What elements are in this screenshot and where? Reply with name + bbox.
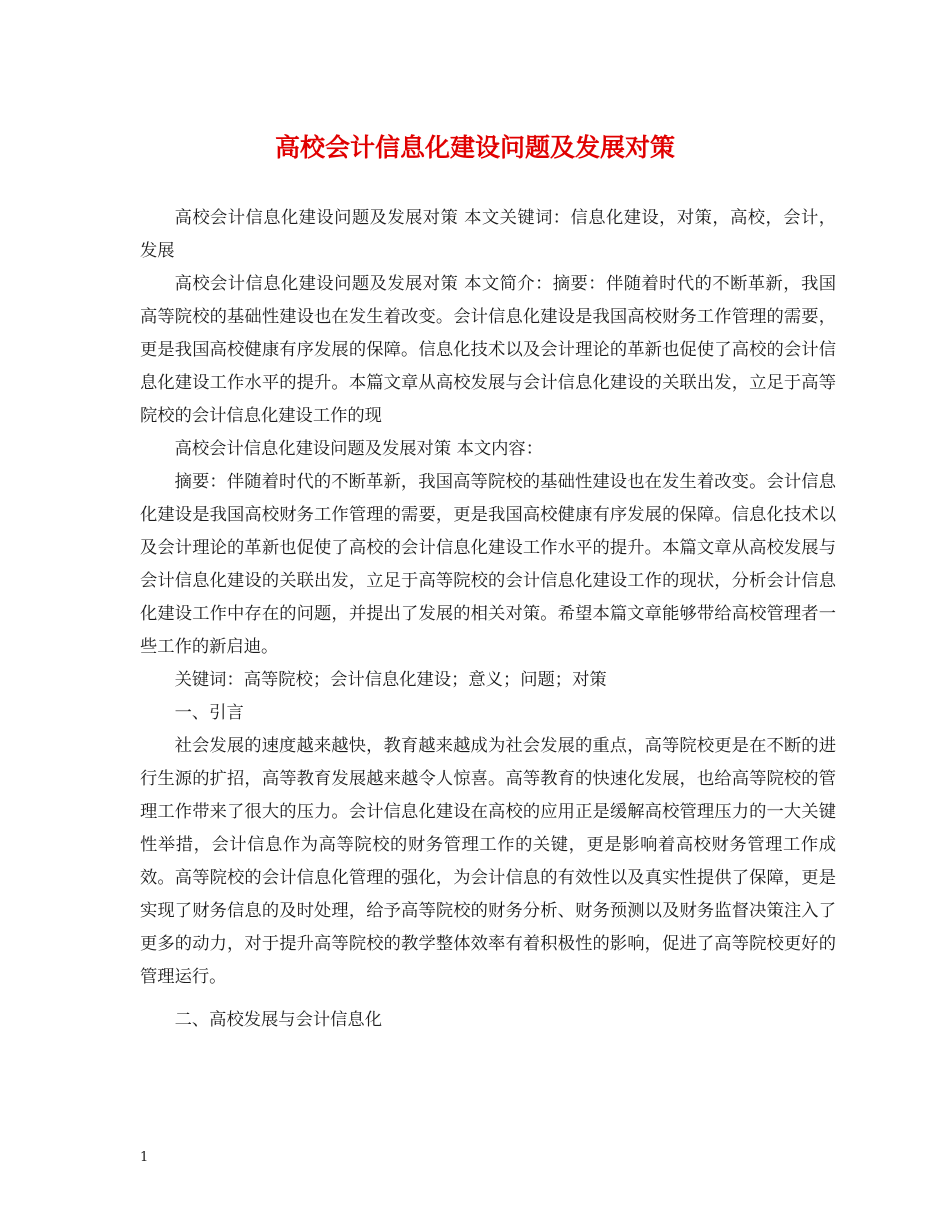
document-body — [140, 202, 836, 1037]
page-number: 1 — [140, 1150, 149, 1165]
key-terms-paragraph: 关键词：高等院校；会计信息化建设；意义；问题；对策 — [174, 670, 607, 690]
summary-paragraph: 高校会计信息化建设问题及发展对策 本文简介：摘要：伴随着时代的不断革新，我国高等院校的基础性建设也在发生着改变。会计信息化建设是我国高校财务工作管理的需要，更是我国高校健康有序发展的保障。信息化技术以及会计理论的革新也促使了高校的会计信息化建设工作水平的提升。本篇文章从高校发展与会计信息化建设的关联出发，立足于高等院校的会计信息化建设工作的现 — [140, 274, 836, 426]
introduction-paragraph: 社会发展的速度越来越快，教育越来越成为社会发展的重点，高等院校更是在不断的进行生源的扩招，高等教育发展越来越令人惊喜。高等教育的快速化发展，也给高等院校的管理工作带来了很大的压力。会计信息化建设在高校的应用正是缓解高校管理压力的一大关键性举措，会计信息作为高等院校的财务管理工作的关键，更是影响着高校财务管理工作成效。高等院校的会计信息化管理的强化，为会计信息的有效性以及真实性提供了保障，更是实现了财务信息的及时处理，给予高等院校的财务分析、财务预测以及财务监督决策注入了更多的动力，对于提升高等院校的教学整体效率有着积极性的影响，促进了高等院校更好的管理运行。 — [140, 736, 836, 987]
keywords-paragraph: 高校会计信息化建设问题及发展对策 本文关键词：信息化建设，对策，高校，会计，发展 — [140, 208, 836, 261]
content-heading-paragraph: 高校会计信息化建设问题及发展对策 本文内容： — [174, 439, 543, 459]
abstract-paragraph: 摘要：伴随着时代的不断革新，我国高等院校的基础性建设也在发生着改变。会计信息化建设是我国高校财务工作管理的需要，更是我国高校健康有序发展的保障。信息化技术以及会计理论的革新也促使了高校的会计信息化建设工作水平的提升。本篇文章从高校发展与会计信息化建设的关联出发，立足于高等院校的会计信息化建设工作的现状，分析会计信息化建设工作中存在的问题，并提出了发展的相关对策。希望本篇文章能够带给高校管理者一些工作的新启迪。 — [140, 472, 836, 657]
document-title: 高校会计信息化建设问题及发展对策 — [274, 133, 675, 162]
section-heading-introduction: 一、引言 — [174, 703, 244, 723]
section-heading-development: 二、高校发展与会计信息化 — [174, 1010, 382, 1030]
